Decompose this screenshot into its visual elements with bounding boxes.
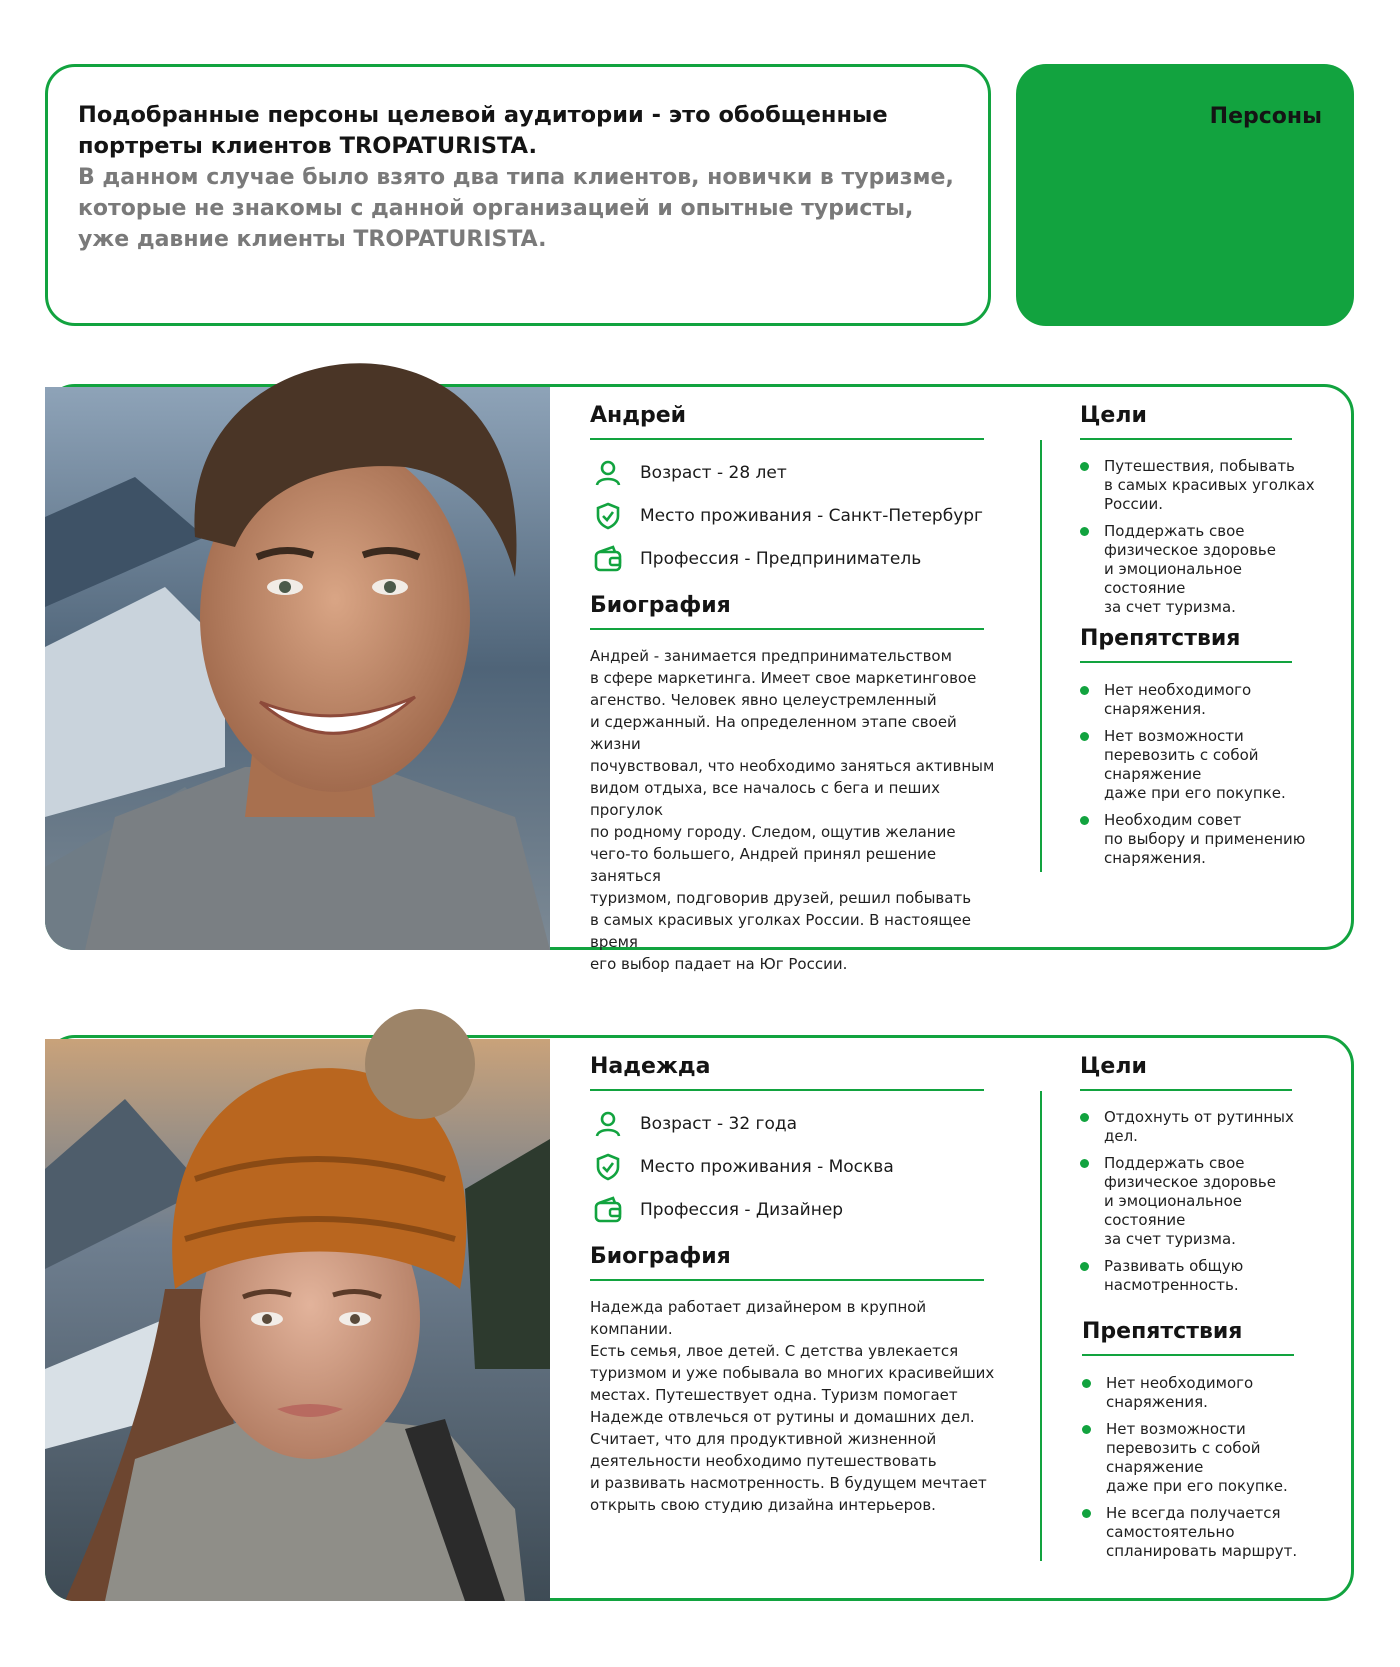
- list-item: Поддержать свое физическое здоровье и эмоциональное состояние за счет туризма.: [1080, 1154, 1320, 1249]
- intro-title: Подобранные персоны целевой аудитории - это обобщенные портреты клиентов TROPATURISTA.: [78, 102, 888, 159]
- bio-heading: Биография: [590, 593, 731, 618]
- age-row: [590, 1106, 797, 1142]
- intro-card: [45, 64, 991, 326]
- bio-text: Надежда работает дизайнером в крупной компании. Есть семья, лвое детей. С детства увлекается туризмом и уже побывала во многих красивейших местах. Путешествует одна. Туризм помогает Надежде отвлечься от рутины и домашних дел. Считает, что для продуктивной жизненной деятельности необходимо путешествовать и развивать насмотренность. В будущем мечтает открыть свою студию дизайна интерьеров.: [590, 1298, 995, 1514]
- divider: [590, 438, 984, 440]
- obstacles-list: [1082, 1374, 1322, 1569]
- goals-heading: Цели: [1080, 403, 1147, 428]
- age-text: Возраст - 32 года: [640, 1114, 798, 1134]
- list-item: Нет необходимого снаряжения.: [1082, 1374, 1322, 1412]
- user-icon: [590, 455, 626, 491]
- check-shield-icon: [590, 498, 626, 534]
- persona-name: Надежда: [590, 1054, 711, 1079]
- divider: [590, 628, 984, 630]
- goals-list: [1080, 457, 1320, 625]
- goals-list: [1080, 1108, 1320, 1303]
- divider: [1080, 1089, 1292, 1091]
- obstacles-heading: Препятствия: [1080, 626, 1241, 651]
- list-item: Нет возможности перевозить с собой снаряжение даже при его покупке.: [1080, 727, 1320, 803]
- list-item: Не всегда получается самостоятельно спланировать маршрут.: [1082, 1504, 1322, 1561]
- persona-photo-andrey: [45, 347, 550, 950]
- job-row: [590, 1192, 843, 1228]
- list-item: Нет необходимого снаряжения.: [1080, 681, 1320, 719]
- age-text: Возраст - 28 лет: [640, 463, 787, 483]
- divider: [590, 1279, 984, 1281]
- city-row: [590, 1149, 894, 1185]
- check-shield-icon: [590, 1149, 626, 1185]
- column-divider: [1040, 440, 1042, 872]
- divider: [590, 1089, 984, 1091]
- list-item: Поддержать свое физическое здоровье и эмоциональное состояние за счет туризма.: [1080, 522, 1320, 617]
- persona-card-andrey: [45, 384, 1354, 973]
- list-item: Необходим совет по выбору и применению снаряжения.: [1080, 811, 1320, 868]
- job-text: Профессия - Предприниматель: [640, 549, 922, 569]
- job-row: [590, 541, 921, 577]
- section-badge-label: Персоны: [1209, 104, 1322, 129]
- intro-body: В данном случае было взято два типа клиентов, новички в туризме, которые не знакомы с данной организацией и опытные туристы, уже давние клиенты TROPATURISTA.: [78, 165, 954, 252]
- obstacles-list: [1080, 681, 1320, 876]
- city-text: Место проживания - Санкт-Петербург: [640, 506, 983, 526]
- age-row: [590, 455, 787, 491]
- bio-heading: Биография: [590, 1244, 731, 1269]
- persona-photo-nadezhda: [45, 989, 550, 1601]
- list-item: Развивать общую насмотренность.: [1080, 1257, 1320, 1295]
- section-badge: [1016, 64, 1354, 326]
- persona-card-nadezhda: [45, 1035, 1354, 1601]
- divider: [1080, 661, 1292, 663]
- goals-heading: Цели: [1080, 1054, 1147, 1079]
- bio-text: Андрей - занимается предпринимательством в сфере маркетинга. Имеет свое маркетинговое агенство. Человек явно целеустремленный и сдержанный. На определенном этапе своей жизни почувствовал, что необходимо заняться активным видом отдыха, все началось с бега и пеших прогулок по родному городу. Следом, ощутив желание чего-то большего, Андрей принял решение заняться туризмом, подговорив друзей, решил побывать в самых красивых уголках России. В настоящее время его выбор падает на Юг России.: [590, 647, 995, 973]
- city-row: [590, 498, 983, 534]
- column-divider: [1040, 1091, 1042, 1561]
- list-item: Путешествия, побывать в самых красивых уголках России.: [1080, 457, 1320, 514]
- city-text: Место проживания - Москва: [640, 1157, 894, 1177]
- job-text: Профессия - Дизайнер: [640, 1200, 844, 1220]
- obstacles-heading: Препятствия: [1082, 1319, 1243, 1344]
- list-item: Отдохнуть от рутинных дел.: [1080, 1108, 1320, 1146]
- wallet-icon: [590, 541, 626, 577]
- list-item: Нет возможности перевозить с собой снаряжение даже при его покупке.: [1082, 1420, 1322, 1496]
- divider: [1080, 438, 1292, 440]
- user-icon: [590, 1106, 626, 1142]
- wallet-icon: [590, 1192, 626, 1228]
- divider: [1082, 1354, 1294, 1356]
- persona-name: Андрей: [590, 403, 687, 428]
